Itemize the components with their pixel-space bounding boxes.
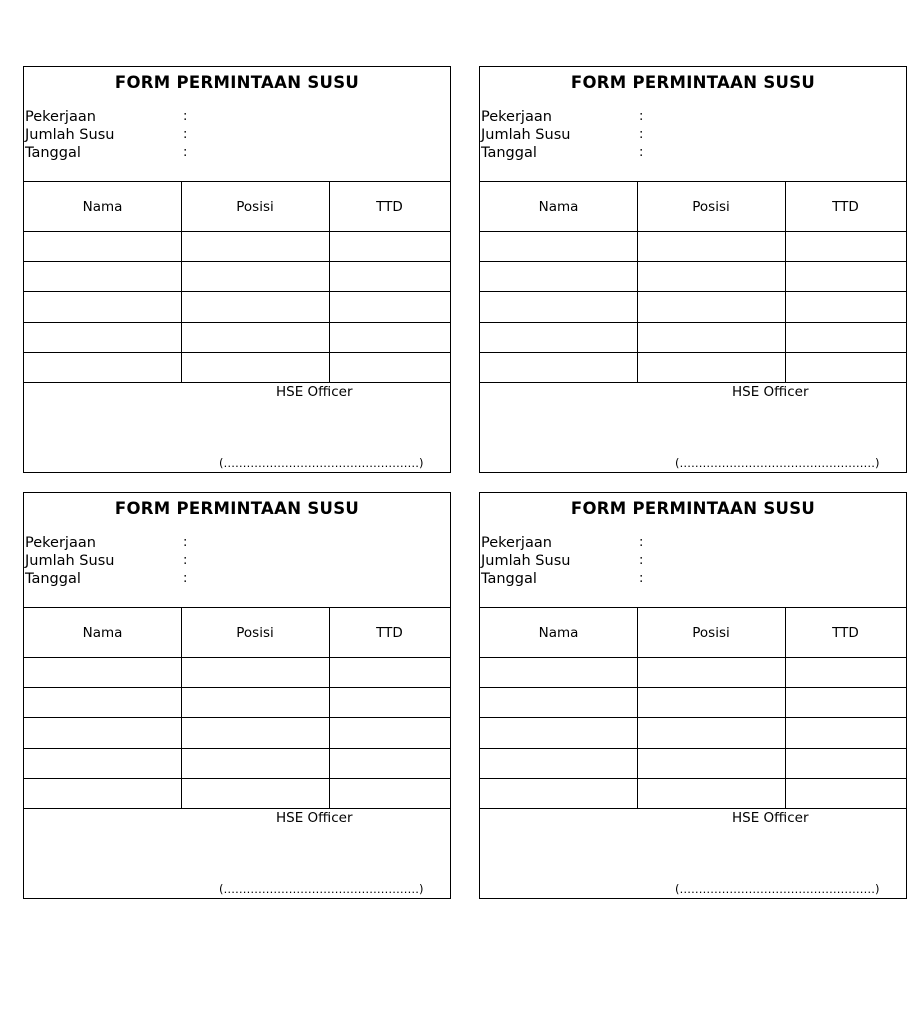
- table-bottom-border: [480, 808, 906, 809]
- signer-title: HSE Officer: [732, 810, 809, 826]
- form-title: FORM PERMINTAAN SUSU: [114, 73, 360, 92]
- field-label: Jumlah Susu: [481, 127, 571, 143]
- table-bottom-border: [24, 808, 450, 809]
- field-label: Tanggal: [481, 145, 537, 161]
- table-row-line: [24, 322, 450, 323]
- column-header-ttd: TTD: [376, 199, 403, 215]
- signature-line: (……………………………………………): [219, 456, 424, 470]
- column-header-ttd: TTD: [832, 199, 859, 215]
- column-header-nama: Nama: [538, 625, 579, 641]
- field-label: Jumlah Susu: [481, 553, 571, 569]
- table-row-line: [480, 657, 906, 658]
- column-header-posisi: Posisi: [692, 199, 730, 215]
- field-label: Tanggal: [481, 571, 537, 587]
- form-title: FORM PERMINTAAN SUSU: [570, 499, 816, 518]
- table-row-line: [480, 231, 906, 232]
- form-title: FORM PERMINTAAN SUSU: [570, 73, 816, 92]
- field-colon: :: [639, 127, 644, 142]
- field-colon: :: [183, 127, 188, 142]
- field-label: Pekerjaan: [25, 535, 96, 551]
- column-header-nama: Nama: [538, 199, 579, 215]
- table-row-line: [24, 231, 450, 232]
- table-row-line: [24, 717, 450, 718]
- field-colon: :: [183, 571, 188, 586]
- column-header-posisi: Posisi: [692, 625, 730, 641]
- field-label: Pekerjaan: [25, 109, 96, 125]
- column-header-ttd: TTD: [376, 625, 403, 641]
- milk-request-form: [479, 492, 907, 899]
- column-header-nama: Nama: [82, 199, 123, 215]
- milk-request-form: [23, 492, 451, 899]
- field-colon: :: [639, 109, 644, 124]
- table-bottom-border: [480, 382, 906, 383]
- field-label: Pekerjaan: [481, 109, 552, 125]
- field-label: Pekerjaan: [481, 535, 552, 551]
- field-colon: :: [183, 553, 188, 568]
- field-colon: :: [639, 535, 644, 550]
- table-row-line: [24, 748, 450, 749]
- signature-line: (……………………………………………): [675, 456, 880, 470]
- table-row-line: [480, 748, 906, 749]
- milk-request-form: [23, 66, 451, 473]
- table-row-line: [24, 657, 450, 658]
- table-row-line: [24, 261, 450, 262]
- field-label: Tanggal: [25, 145, 81, 161]
- table-row-line: [24, 291, 450, 292]
- signer-title: HSE Officer: [276, 384, 353, 400]
- table-bottom-border: [24, 382, 450, 383]
- table-row-line: [24, 352, 450, 353]
- column-header-posisi: Posisi: [236, 625, 274, 641]
- column-header-ttd: TTD: [832, 625, 859, 641]
- column-header-nama: Nama: [82, 625, 123, 641]
- table-row-line: [480, 291, 906, 292]
- table-row-line: [480, 687, 906, 688]
- table-row-line: [24, 778, 450, 779]
- table-row-line: [480, 778, 906, 779]
- column-header-posisi: Posisi: [236, 199, 274, 215]
- signer-title: HSE Officer: [276, 810, 353, 826]
- milk-request-form: [479, 66, 907, 473]
- form-title: FORM PERMINTAAN SUSU: [114, 499, 360, 518]
- field-colon: :: [183, 535, 188, 550]
- signature-line: (……………………………………………): [219, 882, 424, 896]
- field-label: Jumlah Susu: [25, 127, 115, 143]
- signer-title: HSE Officer: [732, 384, 809, 400]
- field-label: Jumlah Susu: [25, 553, 115, 569]
- table-row-line: [480, 717, 906, 718]
- table-row-line: [480, 322, 906, 323]
- field-colon: :: [183, 109, 188, 124]
- table-row-line: [24, 687, 450, 688]
- field-label: Tanggal: [25, 571, 81, 587]
- field-colon: :: [639, 553, 644, 568]
- field-colon: :: [639, 145, 644, 160]
- field-colon: :: [639, 571, 644, 586]
- table-row-line: [480, 261, 906, 262]
- signature-line: (……………………………………………): [675, 882, 880, 896]
- table-row-line: [480, 352, 906, 353]
- field-colon: :: [183, 145, 188, 160]
